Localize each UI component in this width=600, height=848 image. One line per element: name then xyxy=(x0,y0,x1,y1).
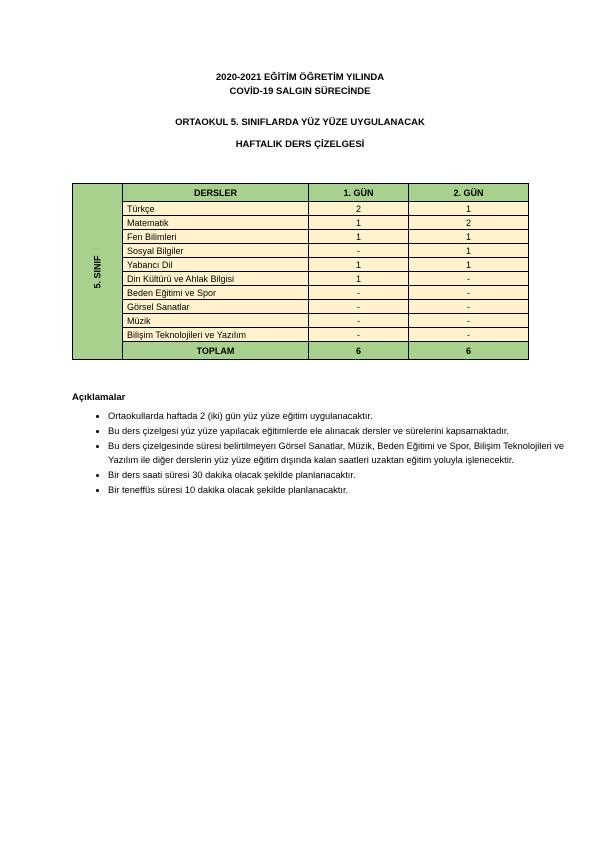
course-name: Bilişim Teknolojileri ve Yazılım xyxy=(123,328,309,342)
list-item: • Bu ders çizelgesi yüz yüze yapılacak eğitimlerde ele alınacak dersler ve sürelerini kapsamaktadır. xyxy=(108,424,568,438)
day1-hours: 2 xyxy=(309,202,409,216)
column-header-day2: 2. GÜN xyxy=(409,184,529,202)
document-table-title: HAFTALIK DERS ÇİZELGESİ xyxy=(235,139,365,150)
day1-hours: 1 xyxy=(309,216,409,230)
day2-hours: - xyxy=(409,328,529,342)
course-name: Beden Eğitimi ve Spor xyxy=(123,286,309,300)
table-row xyxy=(73,216,529,230)
course-name: Fen Bilimleri xyxy=(123,230,309,244)
table-row xyxy=(73,300,529,314)
day2-hours: 2 xyxy=(409,216,529,230)
total-day1: 6 xyxy=(309,342,409,360)
total-label: TOPLAM xyxy=(123,342,309,360)
day2-hours: 1 xyxy=(409,258,529,272)
course-name: Matematik xyxy=(123,216,309,230)
course-name: Yabancı Dil xyxy=(123,258,309,272)
table-row xyxy=(73,314,529,328)
document-title-line-1: 2020-2021 EĞİTİM ÖĞRETİM YILINDA xyxy=(215,72,385,83)
document-subtitle: ORTAOKUL 5. SINIFLARDA YÜZ YÜZE UYGULANACAK xyxy=(175,117,425,128)
column-header-day1: 1. GÜN xyxy=(309,184,409,202)
day1-hours: 1 xyxy=(309,230,409,244)
day2-hours: - xyxy=(409,286,529,300)
day1-hours: - xyxy=(309,244,409,258)
table-row xyxy=(73,258,529,272)
total-day2: 6 xyxy=(409,342,529,360)
day2-hours: - xyxy=(409,314,529,328)
course-name: Müzik xyxy=(123,314,309,328)
table-row xyxy=(73,244,529,258)
course-name: Türkçe xyxy=(123,202,309,216)
day1-hours: - xyxy=(309,328,409,342)
day1-hours: 1 xyxy=(309,272,409,286)
table-row xyxy=(73,272,529,286)
day1-hours: 1 xyxy=(309,258,409,272)
list-item: • Bir teneffüs süresi 10 dakika olacak şekilde planlanacaktır. xyxy=(108,483,568,497)
course-name: Sosyal Bilgiler xyxy=(123,244,309,258)
table-row xyxy=(73,328,529,342)
total-row xyxy=(73,342,529,360)
list-item: • Bu ders çizelgesinde süresi belirtilmeyen Görsel Sanatlar, Müzik, Beden Eğitimi ve Spor, Bilişim Teknolojileri ve Yazılım ile diğer derslerin yüz yüze eğitim dışında kalan saatleri uzaktan eğitim yoluyla işlenecektir. xyxy=(108,439,568,467)
notes-heading: Açıklamalar xyxy=(72,392,126,403)
course-name: Din Kültürü ve Ahlak Bilgisi xyxy=(123,272,309,286)
day1-hours: - xyxy=(309,286,409,300)
table-row xyxy=(73,286,529,300)
table-row xyxy=(73,230,529,244)
day2-hours: 1 xyxy=(409,230,529,244)
day2-hours: 1 xyxy=(409,202,529,216)
list-item: • Bir ders saati süresi 30 dakika olacak şekilde planlanacaktır. xyxy=(108,468,568,482)
course-name: Görsel Sanatlar xyxy=(123,300,309,314)
notes-list xyxy=(72,409,568,498)
day2-hours: - xyxy=(409,272,529,286)
class-label: 5. SINIF xyxy=(92,254,103,289)
table-row xyxy=(73,202,529,216)
list-item: • Ortaokullarda haftada 2 (iki) gün yüz yüze eğitim uygulanacaktır. xyxy=(108,409,568,423)
class-label-cell xyxy=(73,184,123,360)
document-title-line-2: COVİD-19 SALGIN SÜRECİNDE xyxy=(229,86,371,97)
schedule-table xyxy=(72,183,528,367)
day1-hours: - xyxy=(309,314,409,328)
day2-hours: - xyxy=(409,300,529,314)
column-header-courses: DERSLER xyxy=(123,184,309,202)
day2-hours: 1 xyxy=(409,244,529,258)
day1-hours: - xyxy=(309,300,409,314)
